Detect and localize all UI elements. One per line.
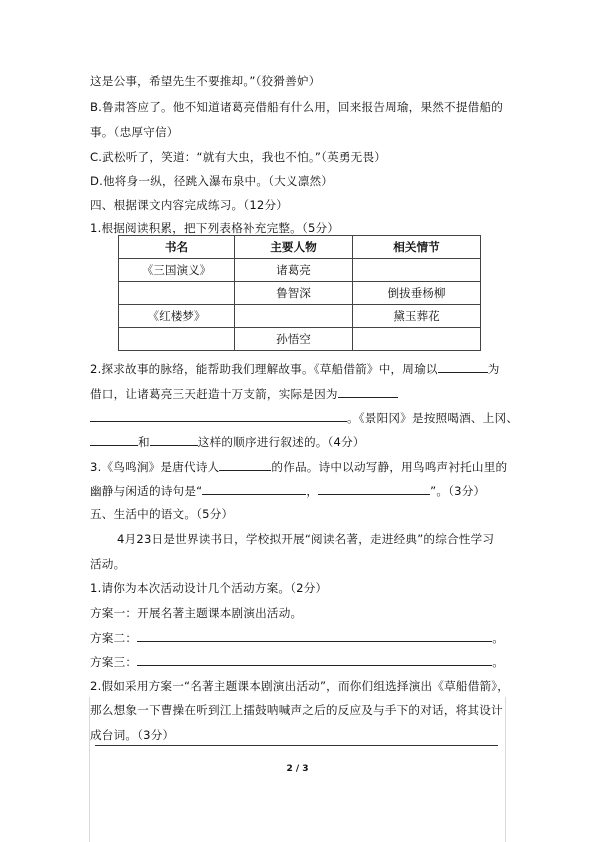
table-cell: 黛玉葬花 — [353, 305, 481, 328]
answer-blank[interactable] — [90, 433, 138, 446]
answer-blank[interactable] — [438, 360, 488, 373]
question-4-3-line-2 — [90, 482, 485, 499]
reading-table — [118, 235, 481, 351]
answer-blank[interactable] — [150, 433, 198, 446]
answer-blank[interactable] — [90, 409, 347, 422]
answer-blank[interactable] — [137, 653, 492, 666]
table-cell: 倒拔垂杨柳 — [353, 282, 481, 305]
question-4-1: 1.根据阅读积累，把下列表格补充完整。（5分） — [90, 221, 340, 235]
answer-blank[interactable] — [219, 458, 271, 471]
table-header-row — [119, 236, 481, 259]
section-5-intro: 4月23日是世界读书日，学校拟开展“阅读名著，走进经典”的综合性学习 — [117, 532, 495, 546]
question-4-2-line-4 — [90, 433, 365, 450]
section-4-title: 四、根据课文内容完成练习。（12分） — [90, 198, 289, 212]
table-cell: 鲁智深 — [235, 282, 353, 305]
text-segment: 和 — [138, 435, 150, 449]
table-cell-blank[interactable] — [353, 328, 481, 351]
text-segment: 为 — [487, 362, 500, 376]
table-header: 相关情节 — [353, 236, 481, 259]
option-b-line: B.鲁肃答应了。他不知道诸葛亮借船有什么用，回来报告周瑜，果然不提借船的 — [90, 100, 504, 114]
question-4-2-line-1 — [90, 360, 499, 377]
table-row — [119, 259, 481, 282]
section-5-title: 五、生活中的语文。（5分） — [90, 507, 234, 521]
question-5-2-line-3: 成台词。（3分） — [90, 728, 175, 742]
answer-blank[interactable] — [202, 482, 306, 495]
text-segment: ， — [306, 484, 319, 498]
answer-blank[interactable] — [318, 482, 430, 495]
table-cell: 孙悟空 — [235, 328, 353, 351]
plan-2-line — [90, 629, 504, 646]
table-cell-blank[interactable] — [235, 305, 353, 328]
plan-1: 方案一：开展名著主题课本剧演出活动。 — [90, 606, 303, 620]
answer-blank[interactable] — [137, 629, 492, 642]
answer-blank[interactable] — [338, 385, 398, 398]
question-5-2-line-2: 那么想象一下曹操在听到江上擂鼓呐喊声之后的反应及与手下的对话，将其设计 — [90, 703, 503, 717]
text-segment: ”。（3分） — [430, 484, 486, 498]
table-cell: 《红楼梦》 — [119, 305, 235, 328]
text-segment: 借口，让诸葛亮三天赶造十万支箭，实际是因为 — [90, 387, 338, 401]
table-header: 书名 — [119, 236, 235, 259]
table-row — [119, 328, 481, 351]
plan-3-label: 方案三： — [90, 655, 138, 669]
text-segment: 3.《鸟鸣涧》是唐代诗人 — [90, 460, 220, 474]
table-cell: 诸葛亮 — [235, 259, 353, 282]
plan-2-label: 方案二： — [90, 631, 138, 645]
answer-line[interactable] — [95, 745, 498, 746]
table-row — [119, 305, 481, 328]
question-5-1: 1.请你为本次活动设计几个活动方案。（2分） — [90, 581, 328, 595]
plan-3-line — [90, 653, 504, 670]
table-cell-blank[interactable] — [119, 282, 235, 305]
text-segment: 的作品。诗中以动写静，用鸟鸣声衬托山里的 — [271, 460, 508, 474]
text-segment: 。 — [492, 631, 504, 645]
text-line: 事。（忠厚守信） — [90, 125, 179, 139]
question-4-3-line-1 — [90, 458, 507, 475]
question-4-2-line-3 — [90, 409, 518, 426]
text-segment: 幽静与闲适的诗句是“ — [90, 484, 203, 498]
text-segment: 。 — [492, 655, 504, 669]
text-line: 这是公事，希望先生不要推却。”（狡猾善妒） — [90, 74, 321, 88]
table-cell-blank[interactable] — [353, 259, 481, 282]
question-5-2-line-1: 2.假如采用方案一“名著主题课本剧演出活动”，而你们组选择演出《草船借箭》， — [90, 679, 510, 693]
table-cell: 《三国演义》 — [119, 259, 235, 282]
section-5-intro-cont: 活动。 — [90, 557, 126, 571]
option-c-line: C.武松听了，笑道：“就有大虫，我也不怕。”（英勇无畏） — [90, 150, 387, 164]
table-cell-blank[interactable] — [119, 328, 235, 351]
table-header: 主要人物 — [235, 236, 353, 259]
table-row — [119, 282, 481, 305]
text-segment: 。《景阳冈》是按照喝酒、上冈、 — [347, 411, 519, 425]
option-d-line: D.他将身一纵，径跳入瀑布泉中。（大义凛然） — [90, 174, 334, 188]
text-segment: 2.探求故事的脉络，能帮助我们理解故事。《草船借箭》中，周瑜以 — [90, 362, 438, 376]
text-segment: 这样的顺序进行叙述的。（4分） — [197, 435, 365, 449]
page-number: 2 / 3 — [286, 764, 309, 774]
question-4-2-line-2 — [90, 385, 398, 402]
